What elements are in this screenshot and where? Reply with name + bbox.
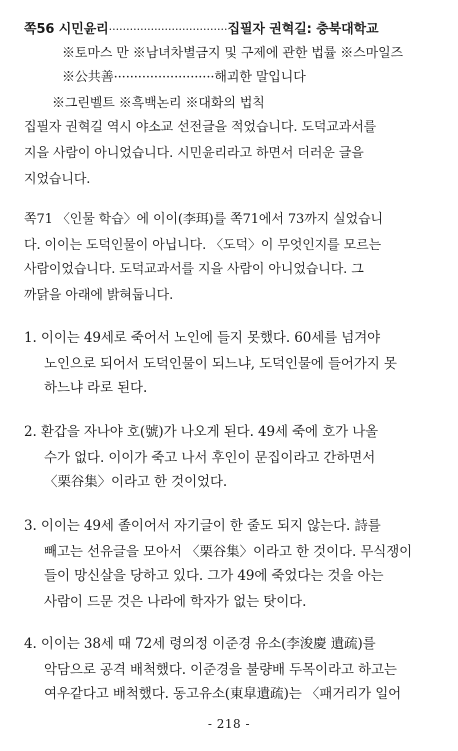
paragraph-line: 사람이었습니다. 도덕교과서를 지을 사람이 아니었습니다. 그: [24, 262, 364, 277]
paragraph-line: 다. 이이는 도덕인물이 아닙니다. 〈도덕〉이 무엇인지를 모르는: [24, 238, 382, 253]
topic-line: ※그린벨트 ※흑백논리 ※대화의 법칙: [52, 96, 265, 111]
header-author: 집필자 권혁길: 충북대학교: [227, 22, 379, 37]
paragraph-line: 지을 사람이 아니었습니다. 시민윤리라고 하면서 더러운 글을: [24, 146, 364, 161]
list-item-line: 사람이 드문 것은 나라에 학자가 없는 탓이다.: [44, 594, 307, 610]
section-header: [24, 22, 379, 38]
list-item-line: 1. 이이는 49세로 죽어서 노인에 들지 못했다. 60세를 넘겨야: [24, 330, 381, 346]
list-item-line: 수가 없다. 이이가 죽고 나서 후인이 문집이라고 간하면서: [44, 450, 376, 466]
paragraph-line: 쪽71 〈인물 학습〉에 이이(李珥)를 쪽71에서 73까지 실었습니: [24, 212, 384, 227]
list-item-line: 2. 환갑을 자나야 호(號)가 나오게 된다. 49세 죽에 호가 나올: [24, 424, 379, 440]
list-item-line: 하느냐 라로 된다.: [44, 380, 148, 396]
paragraph-line: 집필자 권혁길 역시 야소교 선전글을 적었습니다. 도덕교과서를: [24, 120, 377, 135]
header-dot-leader: ··································: [108, 23, 228, 36]
list-item-line: 4. 이이는 38세 때 72세 령의정 이준경 유소(李浚慶 遺疏)를: [24, 636, 376, 652]
topic-line: ※公共善·························해괴한 말입니다: [62, 70, 306, 85]
list-item-line: 빼고는 선유글을 모아서 〈栗谷集〉이라고 한 것이다. 무식쟁이: [44, 544, 413, 560]
list-item-line: 여우같다고 배척했다. 동고유소(東皐遺疏)는 〈패거리가 일어: [44, 686, 402, 702]
paragraph-line: 까닭을 아래에 밝혀둡니다.: [24, 288, 174, 303]
list-item-line: 3. 이이는 49세 졸이어서 자기글이 한 줄도 되지 않는다. 詩를: [24, 518, 381, 534]
page-number: - 218 -: [207, 717, 251, 731]
list-item-line: 들이 망신살을 당하고 있다. 그가 49에 죽었다는 것을 아는: [44, 568, 384, 584]
paragraph-line: 지었습니다.: [24, 172, 91, 187]
header-page-ref: 쪽56 시민윤리: [24, 22, 109, 37]
topic-line: ※토마스 만 ※남녀차별금지 및 구제에 관한 법률 ※스마일즈: [62, 46, 404, 61]
list-item-line: 〈栗谷集〉이라고 한 것이었다.: [44, 474, 228, 490]
list-item-line: 악담으로 공격 배척했다. 이준경을 불량배 두목이라고 하고는: [44, 662, 397, 678]
list-item-line: 노인으로 되어서 도덕인물이 되느냐, 도덕인물에 들어가지 못: [44, 356, 397, 372]
